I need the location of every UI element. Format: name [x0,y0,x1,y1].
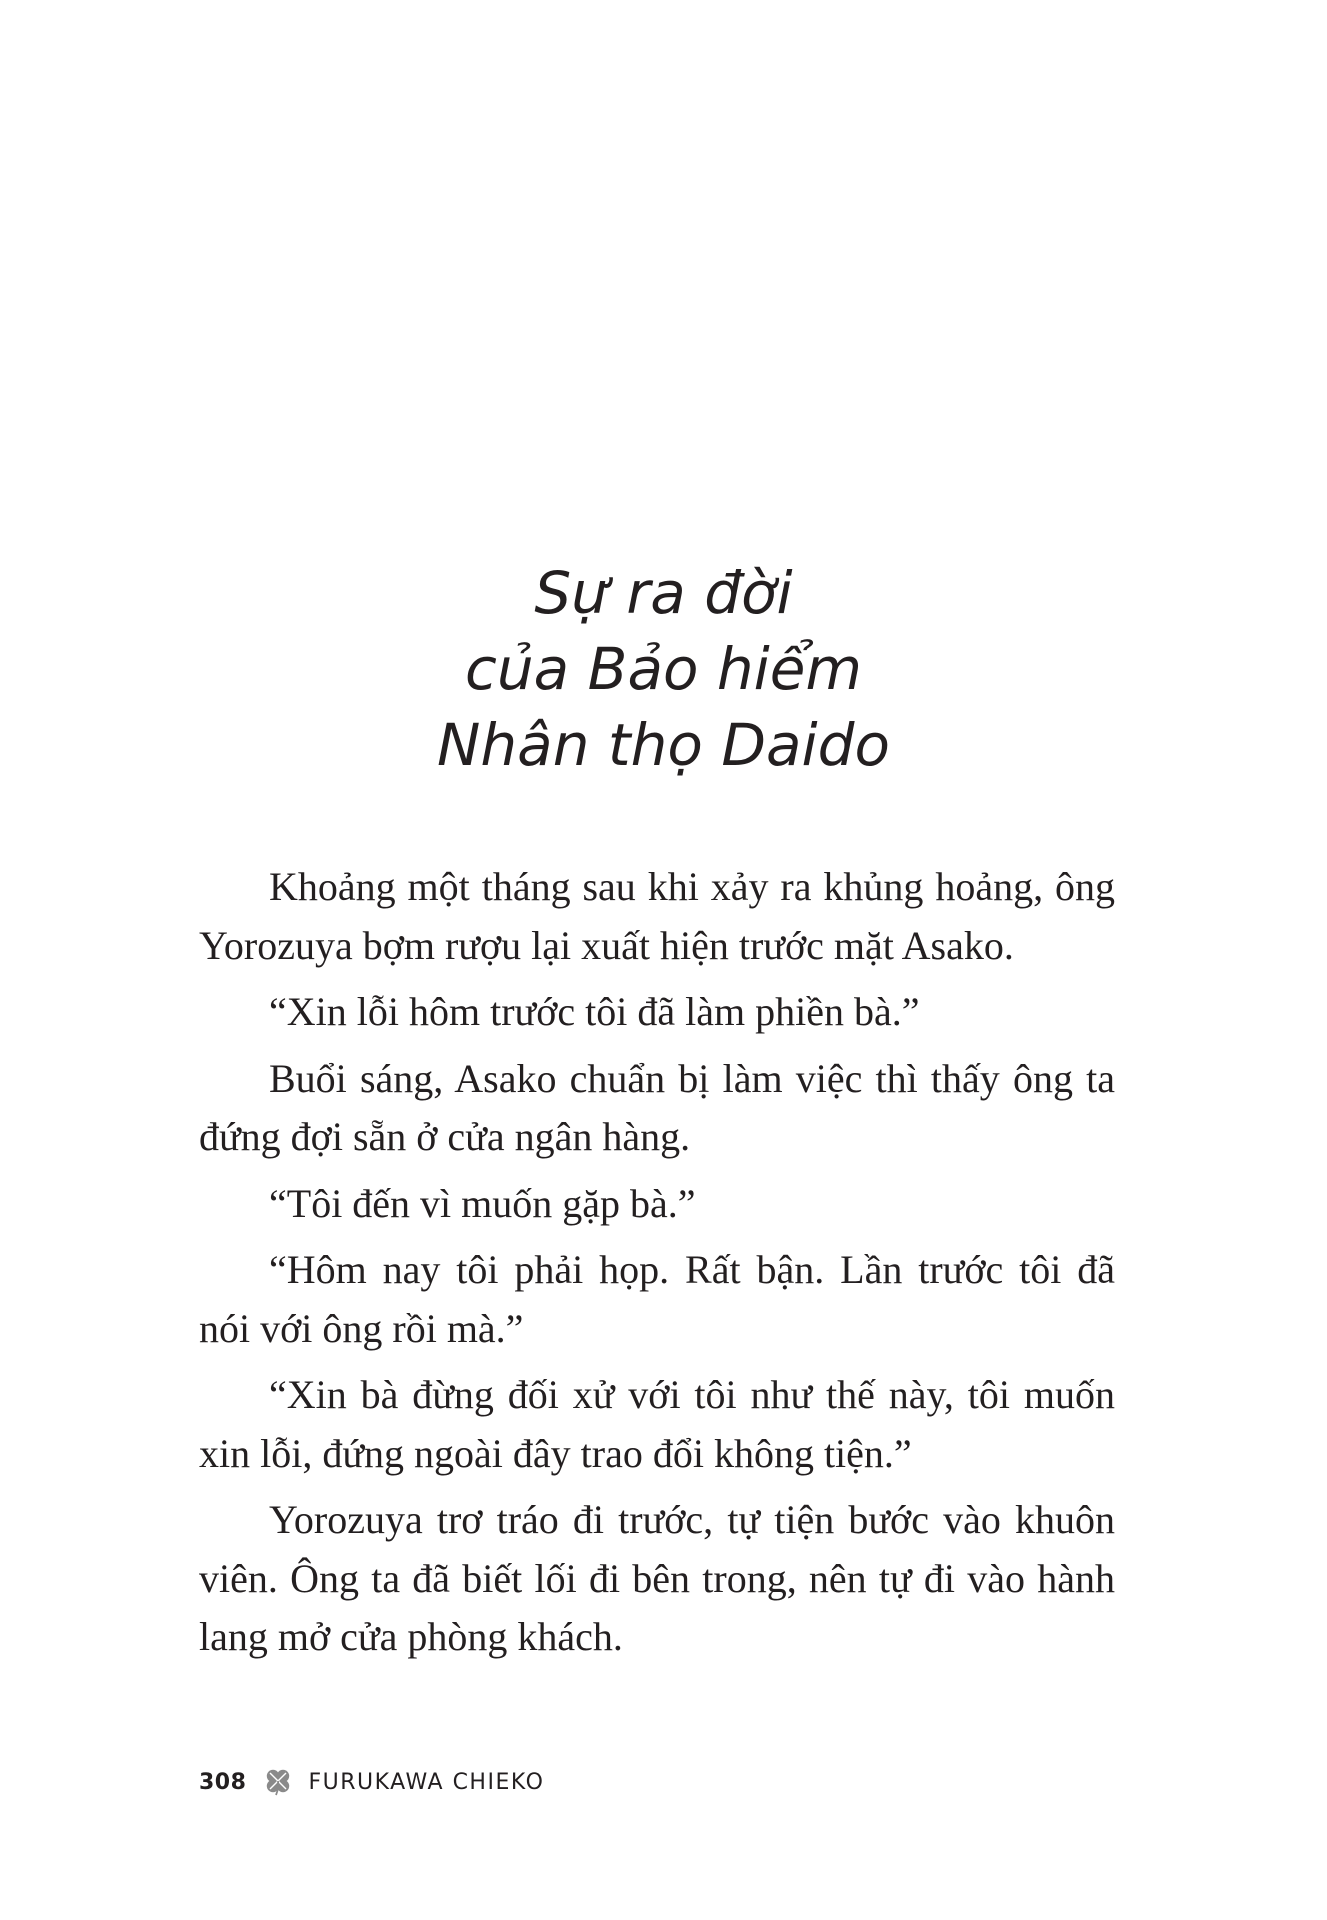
page-number: 308 [199,1769,247,1795]
clover-icon [262,1766,294,1798]
paragraph: Yorozuya trơ tráo đi trước, tự tiện bước vào khuôn viên. Ông ta đã biết lối đi bên trong, nên tự đi vào hành lang mở cửa phòng khách. [199,1497,1115,1659]
paragraph: “Hôm nay tôi phải họp. Rất bận. Lần trước tôi đã nói với ông rồi mà.” [199,1247,1115,1351]
page-footer [199,1765,544,1799]
author-name: FURUKAWA CHIEKO [308,1769,545,1795]
paragraph: Buổi sáng, Asako chuẩn bị làm việc thì thấy ông ta đứng đợi sẵn ở cửa ngân hàng. [199,1055,1115,1159]
paragraph: “Xin bà đừng đối xử với tôi như thế này, tôi muốn xin lỗi, đứng ngoài đây trao đổi không tiện.” [199,1372,1115,1476]
paragraph: “Tôi đến vì muốn gặp bà.” [269,1180,696,1226]
chapter-title-line: Nhân thọ Daido [437,711,890,779]
body-text [199,858,1115,1675]
chapter-title-line: của Bảo hiểm [465,635,862,703]
chapter-title-line: Sự ra đời [534,559,793,627]
chapter-title [0,555,1327,783]
paragraph: Khoảng một tháng sau khi xảy ra khủng hoảng, ông Yorozuya bợm rượu lại xuất hiện trước mặt Asako. [199,864,1115,968]
paragraph: “Xin lỗi hôm trước tôi đã làm phiền bà.” [269,989,920,1034]
